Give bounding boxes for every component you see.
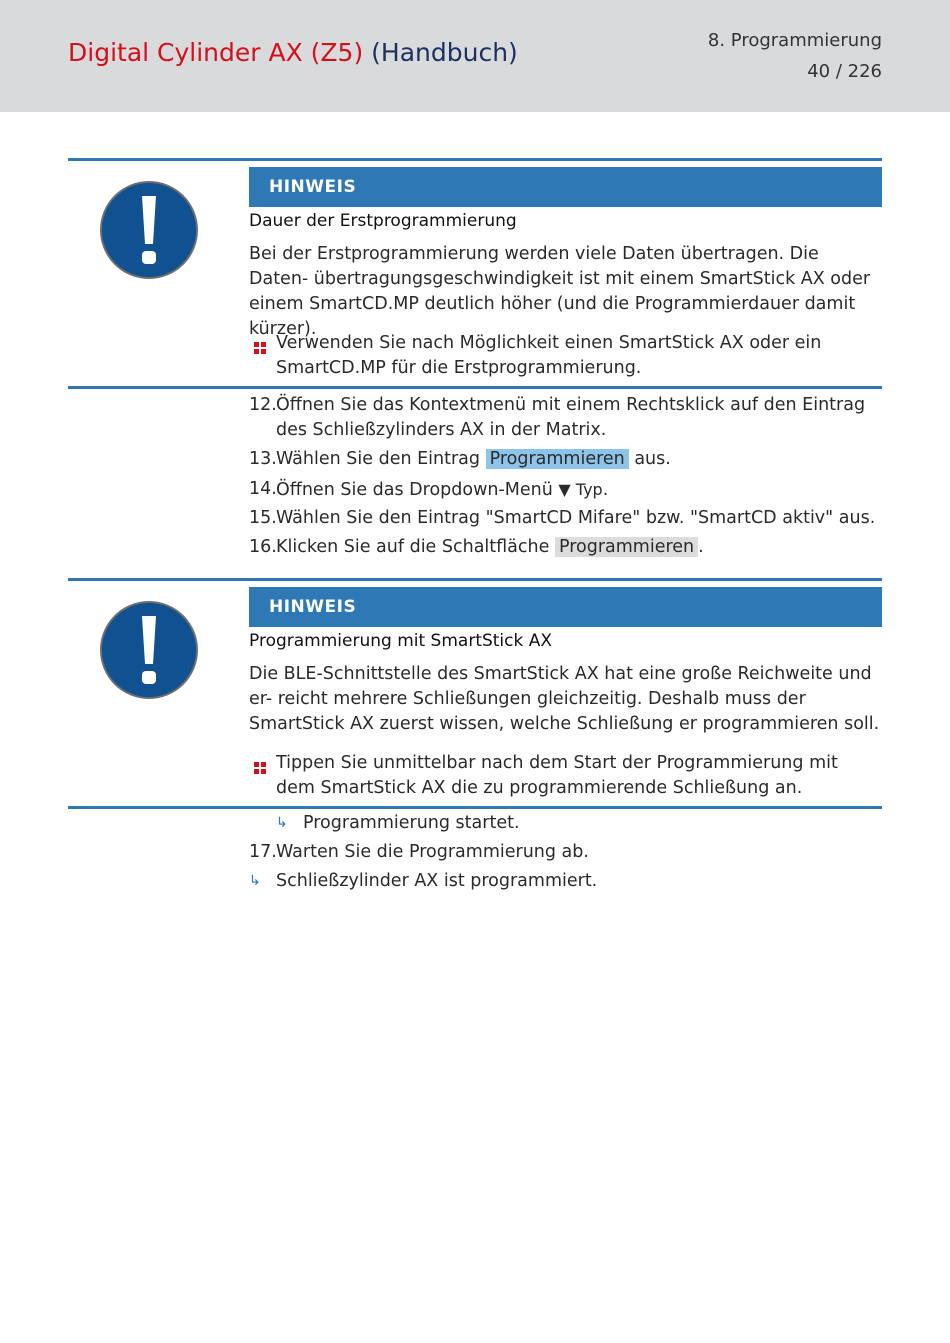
step-number: 16. bbox=[249, 537, 277, 557]
step-text-pre: Wählen Sie den Eintrag bbox=[276, 449, 486, 469]
step-text bbox=[249, 447, 882, 472]
return-arrow-icon: ↳ bbox=[249, 873, 261, 889]
four-squares-bullet-icon bbox=[254, 757, 266, 769]
product-name: Digital Cylinder AX (Z5) bbox=[68, 38, 364, 67]
step-14 bbox=[249, 477, 882, 503]
notice-heading: Programmierung mit SmartStick AX bbox=[249, 631, 553, 651]
step-text-pre: Klicken Sie auf die Schaltfläche bbox=[276, 537, 555, 557]
title-suffix: (Handbuch) bbox=[371, 38, 518, 67]
chapter-title: 8. Programmierung bbox=[707, 30, 882, 51]
step-number: 15. bbox=[249, 508, 277, 528]
result-line bbox=[249, 869, 597, 894]
notice-top-rule bbox=[68, 158, 882, 161]
notice-body: Bei der Erstprogrammierung werden viele Daten übertragen. Die Daten- übertragungsgeschwindigkeit ist mit einem SmartStick AX oder einem SmartCD.MP deutlich höher (und die Programmierdauer damit kürzer). bbox=[249, 244, 871, 339]
step-12 bbox=[249, 393, 882, 443]
notice-top-rule bbox=[68, 578, 882, 581]
exclamation-circle-icon bbox=[99, 180, 199, 280]
step-text-post: aus. bbox=[628, 449, 671, 469]
notice-label: HINWEIS bbox=[249, 587, 882, 627]
step-number: 14. bbox=[249, 479, 277, 499]
document-title bbox=[68, 38, 518, 67]
result-text: Schließzylinder AX ist programmiert. bbox=[276, 871, 598, 891]
notice-bottom-rule bbox=[68, 386, 882, 389]
step-text-post: . bbox=[602, 480, 609, 500]
step-text: Öffnen Sie das Kontextmenü mit einem Rechtsklick auf den Eintrag des Schließzylinders AX in der Matrix. bbox=[276, 395, 866, 440]
four-squares-bullet-icon bbox=[254, 337, 266, 349]
step-15 bbox=[249, 506, 882, 531]
result-text: Programmierung startet. bbox=[303, 813, 520, 833]
notice-heading: Dauer der Erstprogrammierung bbox=[249, 211, 517, 231]
step-13 bbox=[249, 447, 882, 472]
notice-bullet bbox=[249, 331, 882, 381]
step-text-post: . bbox=[698, 537, 704, 557]
notice-label: HINWEIS bbox=[249, 167, 882, 207]
step-number: 13. bbox=[249, 449, 277, 469]
typ-dropdown-reference: ▼ Typ bbox=[558, 480, 603, 499]
page-header bbox=[0, 0, 950, 112]
notice-bullet bbox=[249, 751, 882, 801]
step-text bbox=[249, 477, 882, 503]
programmieren-button-reference: Programmieren bbox=[555, 537, 698, 557]
notice-bullet-text: Tippen Sie unmittelbar nach dem Start der Programmierung mit dem SmartStick AX die zu programmierende Schließung an. bbox=[276, 753, 838, 798]
step-17 bbox=[249, 840, 882, 865]
step-16 bbox=[249, 535, 882, 560]
page-number: 40 / 226 bbox=[807, 61, 882, 82]
step-text-pre: Öffnen Sie das Dropdown-Menü bbox=[276, 480, 559, 500]
notice-body: Die BLE-Schnittstelle des SmartStick AX hat eine große Reichweite und er- reicht mehrere Schließungen gleichzeitig. Deshalb muss der SmartStick AX zuerst wissen, welche Schließung er programmieren soll. bbox=[249, 664, 880, 734]
step-text: Wählen Sie den Eintrag "SmartCD Mifare" bzw. "SmartCD aktiv" aus. bbox=[276, 508, 876, 528]
exclamation-circle-icon bbox=[99, 600, 199, 700]
step-number: 17. bbox=[249, 842, 277, 862]
notice-bullet-text: Verwenden Sie nach Möglichkeit einen SmartStick AX oder ein SmartCD.MP für die Erstprogrammierung. bbox=[276, 333, 822, 378]
step-text bbox=[249, 535, 882, 560]
notice-bottom-rule bbox=[68, 806, 882, 809]
result-line bbox=[276, 811, 520, 836]
return-arrow-icon: ↳ bbox=[276, 815, 288, 831]
step-number: 12. bbox=[249, 395, 277, 415]
programmieren-menu-entry: Programmieren bbox=[486, 449, 629, 469]
step-text: Warten Sie die Programmierung ab. bbox=[276, 842, 589, 862]
